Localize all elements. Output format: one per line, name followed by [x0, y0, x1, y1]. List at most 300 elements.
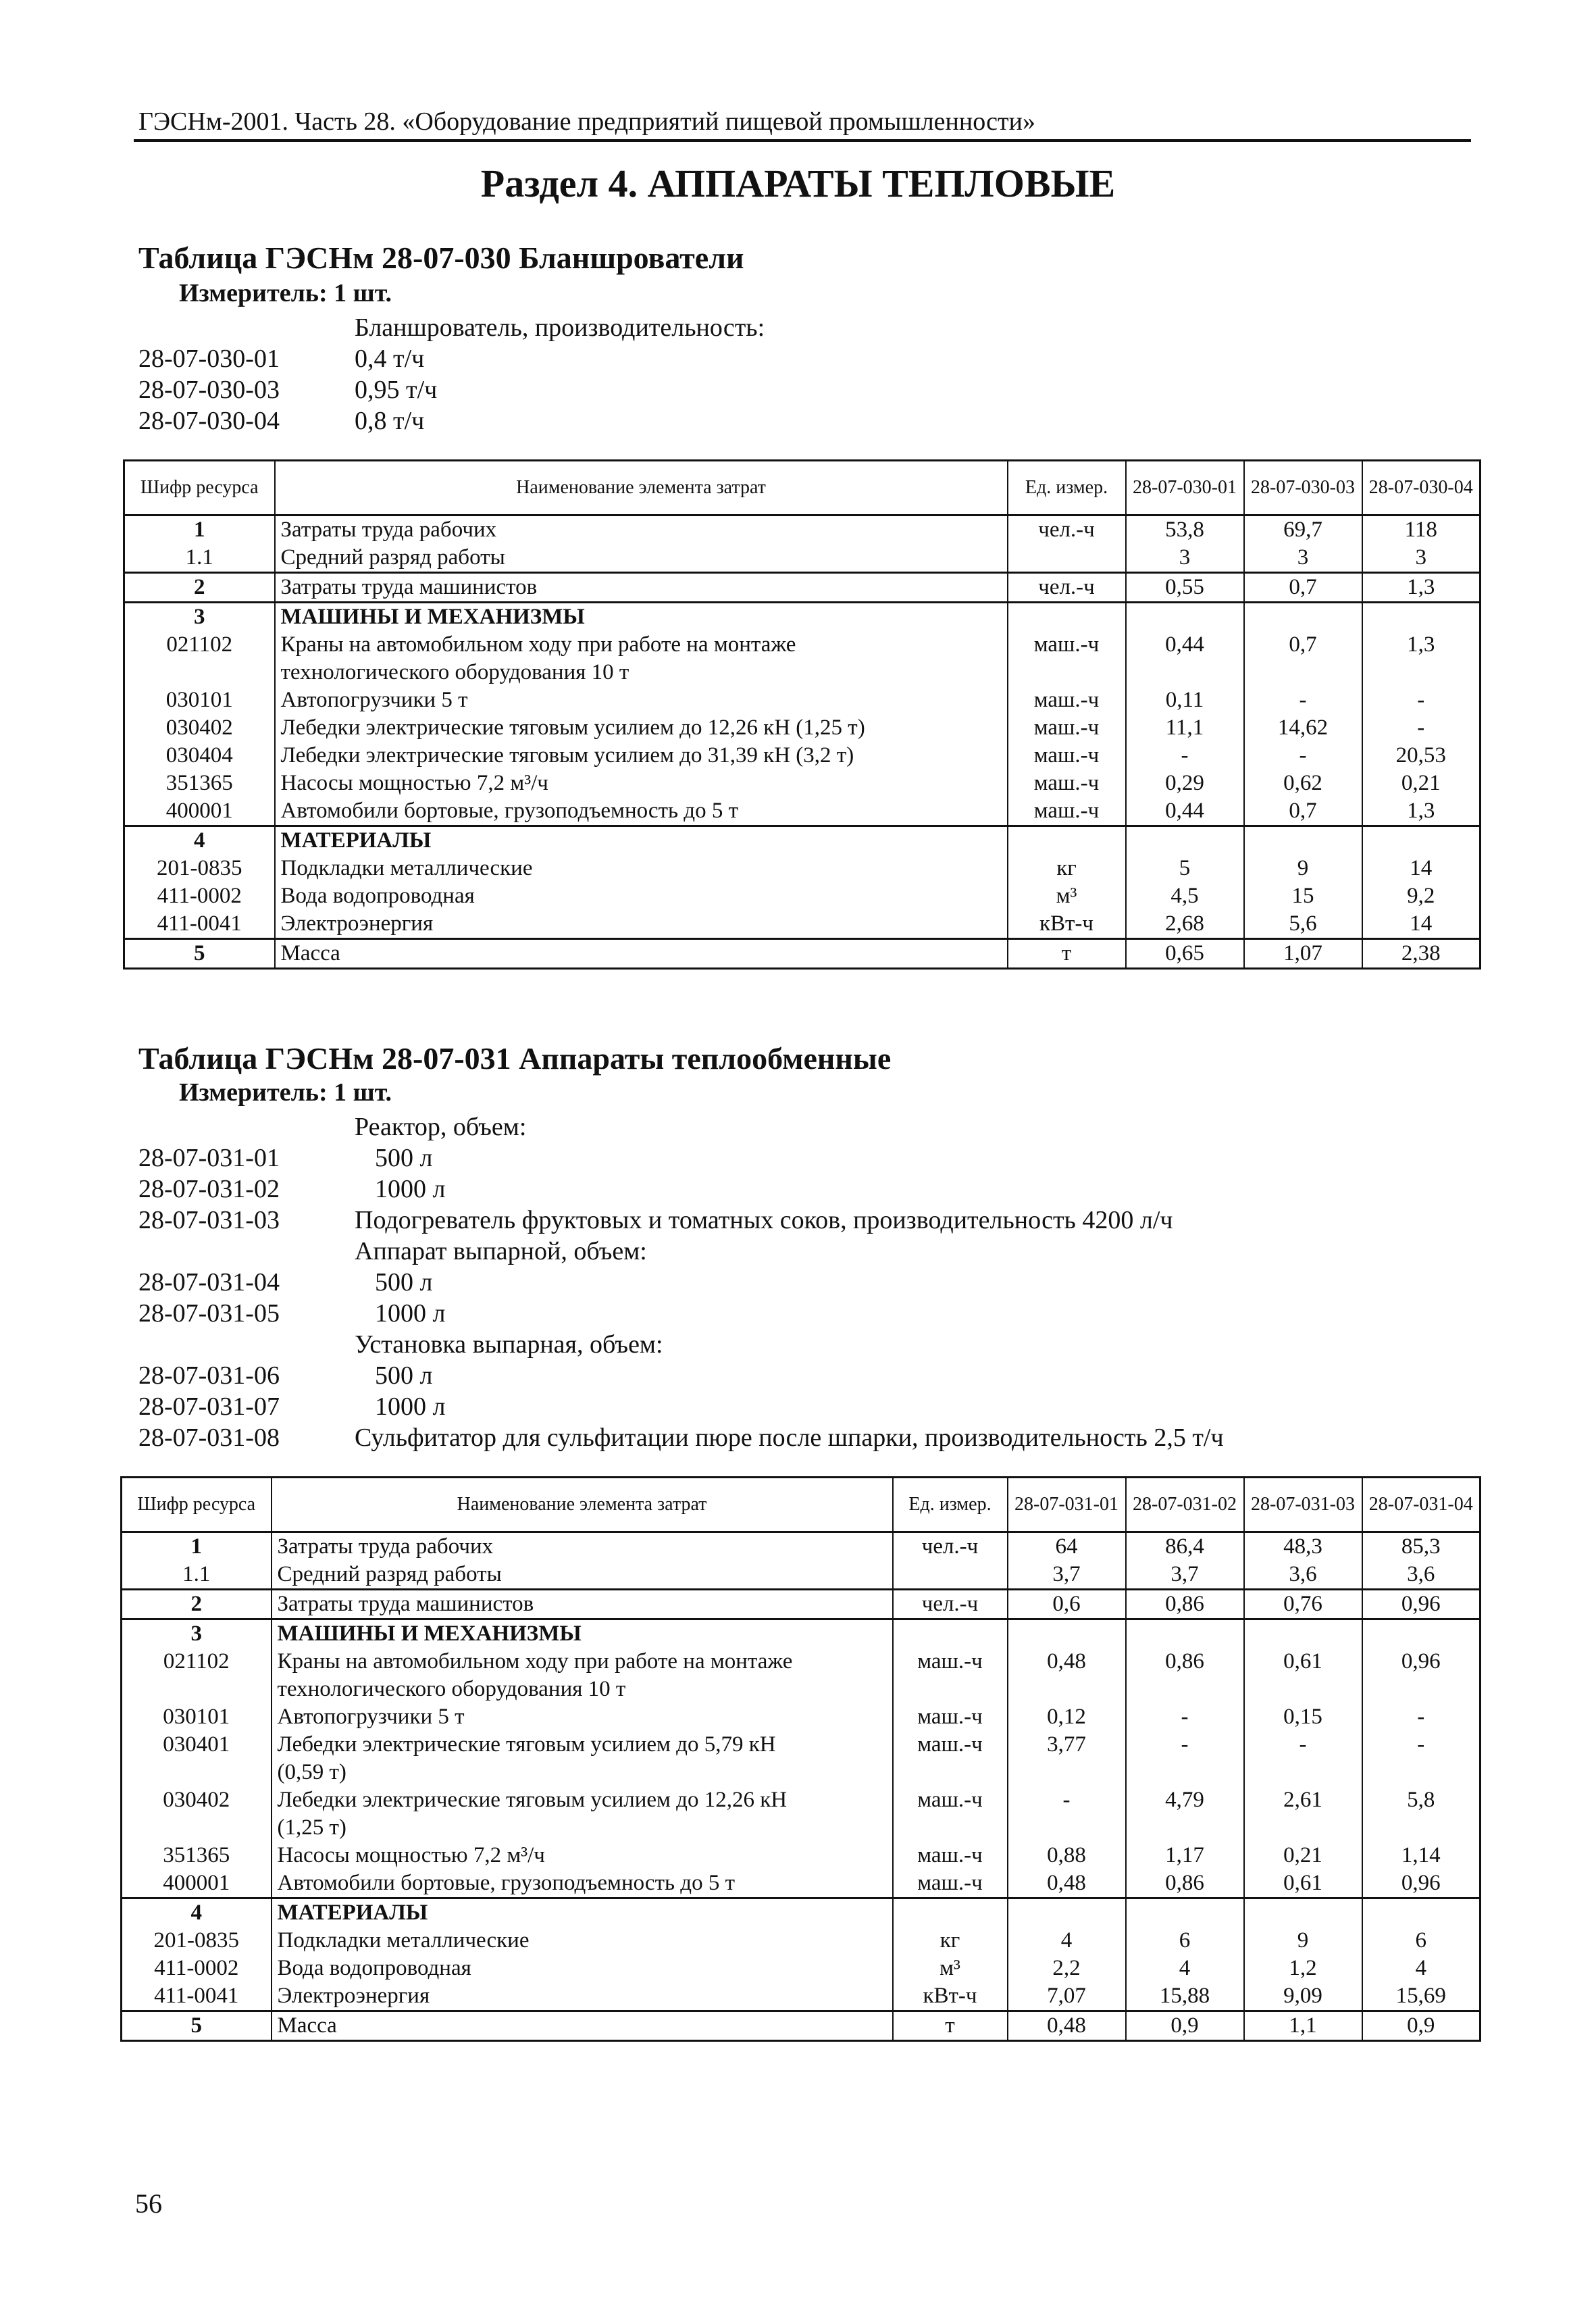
cost-element-name — [272, 1982, 893, 2011]
name-line: Масса — [280, 941, 340, 965]
name-line: технологического оборудования 10 т — [280, 660, 629, 684]
name-line: МАШИНЫ И МЕХАНИЗМЫ — [277, 1621, 582, 1646]
header-row — [124, 461, 1481, 515]
name-line: Электроэнергия — [277, 1984, 430, 2008]
resource-code: 3 — [122, 1619, 272, 1649]
unit: маш.-ч — [893, 1869, 1008, 1898]
name-line: Автомобили бортовые, грузоподъемность до 5 т — [277, 1871, 735, 1895]
norm-value: 0,62 — [1244, 770, 1362, 797]
page-number: 56 — [135, 2188, 162, 2219]
norm-value: 3 — [1126, 544, 1244, 573]
name-line: Средний разряд работы — [280, 545, 505, 570]
norm-value: 0,86 — [1126, 1648, 1244, 1703]
resource-code: 030101 — [124, 686, 275, 714]
norm-value — [1244, 826, 1362, 855]
norm-value: 53,8 — [1126, 515, 1244, 545]
norm-value — [1244, 603, 1362, 632]
header-rule — [134, 139, 1471, 142]
cost-element-name — [275, 797, 1008, 826]
norm-value: 11,1 — [1126, 714, 1244, 742]
norm-value: 9 — [1244, 855, 1362, 882]
table1-measure: Измеритель: 1 шт. — [179, 279, 392, 307]
name-line: Вода водопроводная — [280, 884, 475, 908]
resource-code: 030402 — [122, 1786, 272, 1842]
table2-measure: Измеритель: 1 шт. — [179, 1078, 392, 1107]
column-header: 28-07-030-03 — [1244, 461, 1362, 515]
norm-value: 1,17 — [1126, 1842, 1244, 1869]
row-group — [124, 826, 1481, 939]
item-row — [138, 405, 765, 436]
norm-value: 5 — [1126, 855, 1244, 882]
norm-value: 14 — [1362, 910, 1481, 939]
header-row — [122, 1478, 1481, 1532]
name-line: Средний разряд работы — [277, 1562, 502, 1586]
norm-value: 0,96 — [1362, 1869, 1481, 1898]
cost-element-name — [275, 742, 1008, 770]
norm-value: 0,88 — [1008, 1842, 1126, 1869]
cost-element-name — [272, 1898, 893, 1928]
item-row — [138, 1236, 1224, 1267]
row-group — [124, 515, 1481, 573]
norm-value: - — [1244, 1731, 1362, 1786]
item-description: 1000 л — [375, 1392, 446, 1421]
column-header: Шифр ресурса — [124, 461, 275, 515]
item-description: Подогреватель фруктовых и томатных соков, производительность 4200 л/ч — [355, 1206, 1173, 1234]
cost-element-name — [275, 855, 1008, 882]
norm-value: 3 — [1244, 544, 1362, 573]
unit: маш.-ч — [893, 1703, 1008, 1731]
norm-value — [1008, 1898, 1126, 1928]
name-line: Насосы мощностью 7,2 м³/ч — [280, 771, 548, 795]
norm-value: 0,65 — [1126, 939, 1244, 969]
cost-element-name — [275, 714, 1008, 742]
resource-code: 1 — [122, 1532, 272, 1561]
resource-code: 411-0041 — [124, 910, 275, 939]
norm-value: 1,3 — [1362, 797, 1481, 826]
norm-value: 0,96 — [1362, 1590, 1481, 1619]
unit — [1008, 826, 1126, 855]
norm-value: 15,88 — [1126, 1982, 1244, 2011]
unit: маш.-ч — [1008, 686, 1126, 714]
table-row — [122, 1927, 1481, 1955]
norm-value: 0,76 — [1244, 1590, 1362, 1619]
unit: чел.-ч — [1008, 573, 1126, 603]
item-code: 28-07-031-02 — [138, 1175, 280, 1203]
cost-element-name — [272, 1731, 893, 1786]
resource-code: 2 — [122, 1590, 272, 1619]
norm-value: 6 — [1126, 1927, 1244, 1955]
column-header: Наименование элемента затрат — [272, 1478, 893, 1532]
norm-value: 1,3 — [1362, 631, 1481, 686]
resource-code: 3 — [124, 603, 275, 632]
norm-value: 4 — [1362, 1955, 1481, 1982]
cost-element-name — [272, 1703, 893, 1731]
unit: м³ — [1008, 882, 1126, 910]
item-code: 28-07-031-01 — [138, 1144, 280, 1172]
norm-value: - — [1244, 686, 1362, 714]
item-code — [138, 1236, 355, 1267]
resource-code: 400001 — [124, 797, 275, 826]
name-line: Затраты труда машинистов — [277, 1592, 534, 1616]
norm-value: 4,5 — [1126, 882, 1244, 910]
item-description: Бланшрователь, производительность: — [355, 313, 765, 342]
norm-value: 3 — [1362, 544, 1481, 573]
norm-value: 7,07 — [1008, 1982, 1126, 2011]
table-row — [122, 1842, 1481, 1869]
column-header: Наименование элемента затрат — [275, 461, 1008, 515]
cost-element-name — [275, 770, 1008, 797]
section-title: Раздел 4. АППАРАТЫ ТЕПЛОВЫЕ — [480, 161, 1116, 205]
item-code: 28-07-031-04 — [138, 1268, 280, 1297]
unit: маш.-ч — [1008, 714, 1126, 742]
norm-value — [1126, 826, 1244, 855]
item-code: 28-07-031-06 — [138, 1361, 280, 1390]
norm-value: 86,4 — [1126, 1532, 1244, 1561]
unit: кг — [1008, 855, 1126, 882]
column-header: 28-07-031-02 — [1126, 1478, 1244, 1532]
unit: т — [893, 2011, 1008, 2041]
table-row — [122, 1561, 1481, 1590]
name-line: Краны на автомобильном ходу при работе на монтаже — [280, 632, 796, 657]
unit: чел.-ч — [1008, 515, 1126, 545]
norm-value: 0,9 — [1126, 2011, 1244, 2041]
norm-value: 2,68 — [1126, 910, 1244, 939]
unit: м³ — [893, 1955, 1008, 1982]
name-line: МАТЕРИАЛЫ — [280, 828, 432, 853]
norm-value: 0,12 — [1008, 1703, 1126, 1731]
table-row — [122, 1731, 1481, 1786]
column-header: 28-07-031-03 — [1244, 1478, 1362, 1532]
item-row — [138, 343, 765, 374]
table-row — [124, 742, 1481, 770]
resource-code: 1 — [124, 515, 275, 545]
row-group — [124, 603, 1481, 826]
norm-value: 15,69 — [1362, 1982, 1481, 2011]
norm-value: 0,44 — [1126, 631, 1244, 686]
norm-value: 1,1 — [1244, 2011, 1362, 2041]
norm-value: 64 — [1008, 1532, 1126, 1561]
norm-value: - — [1362, 686, 1481, 714]
row-group — [122, 1590, 1481, 1619]
item-code — [138, 1111, 355, 1142]
item-description: 500 л — [375, 1268, 433, 1297]
table1-items-list — [138, 312, 765, 436]
table1 — [123, 459, 1481, 970]
norm-value — [1362, 826, 1481, 855]
name-line: технологического оборудования 10 т — [277, 1677, 626, 1701]
norm-value: - — [1008, 1786, 1126, 1842]
cost-element-name — [272, 1927, 893, 1955]
item-description: 1000 л — [375, 1299, 446, 1328]
item-description: Установка выпарная, объем: — [355, 1330, 663, 1359]
name-line: Краны на автомобильном ходу при работе на монтаже — [277, 1649, 793, 1674]
row-group — [122, 2011, 1481, 2041]
norm-value — [1362, 1619, 1481, 1649]
cost-element-name — [275, 686, 1008, 714]
norm-value — [1362, 603, 1481, 632]
norm-value: 4,79 — [1126, 1786, 1244, 1842]
cost-element-name — [275, 939, 1008, 969]
norm-value: 1,07 — [1244, 939, 1362, 969]
norm-value: 0,15 — [1244, 1703, 1362, 1731]
name-line: Подкладки металлические — [280, 856, 533, 880]
item-description: Аппарат выпарной, объем: — [355, 1237, 647, 1265]
table-row — [124, 714, 1481, 742]
resource-code: 030404 — [124, 742, 275, 770]
resource-code: 4 — [122, 1898, 272, 1928]
cost-element-name — [272, 1648, 893, 1703]
cost-element-name — [272, 1590, 893, 1619]
item-row — [138, 1142, 1224, 1174]
row-group — [122, 1898, 1481, 2011]
norm-value: 15 — [1244, 882, 1362, 910]
norm-value: 0,44 — [1126, 797, 1244, 826]
norm-value — [1008, 1619, 1126, 1649]
cost-element-name — [275, 882, 1008, 910]
column-header: 28-07-030-01 — [1126, 461, 1244, 515]
unit: т — [1008, 939, 1126, 969]
item-row — [138, 1111, 1224, 1142]
table-row — [122, 1532, 1481, 1561]
table-row — [124, 797, 1481, 826]
unit: маш.-ч — [893, 1648, 1008, 1703]
item-code: 28-07-030-01 — [138, 345, 280, 373]
item-description: 500 л — [375, 1144, 433, 1172]
cost-element-name — [275, 573, 1008, 603]
name-line: Лебедки электрические тяговым усилием до 31,39 кН (3,2 т) — [280, 743, 854, 768]
table-row — [124, 573, 1481, 603]
norm-value — [1362, 1898, 1481, 1928]
resource-code: 351365 — [124, 770, 275, 797]
norm-value: 14 — [1362, 855, 1481, 882]
name-line: Автопогрузчики 5 т — [280, 688, 468, 712]
item-row — [138, 1298, 1224, 1329]
norm-value: 0,6 — [1008, 1590, 1126, 1619]
name-line: МАТЕРИАЛЫ — [277, 1901, 428, 1925]
name-line: Насосы мощностью 7,2 м³/ч — [277, 1843, 545, 1867]
table-row — [124, 882, 1481, 910]
table-row — [124, 515, 1481, 545]
norm-value: 0,48 — [1008, 2011, 1126, 2041]
norm-value: 2,38 — [1362, 939, 1481, 969]
column-header: Шифр ресурса — [122, 1478, 272, 1532]
item-code: 28-07-031-05 — [138, 1299, 280, 1328]
norm-value: - — [1126, 1703, 1244, 1731]
norm-value: 118 — [1362, 515, 1481, 545]
table-row — [122, 2011, 1481, 2041]
unit: кВт-ч — [1008, 910, 1126, 939]
table-row — [122, 1786, 1481, 1842]
unit: маш.-ч — [893, 1842, 1008, 1869]
norm-value: 0,96 — [1362, 1648, 1481, 1703]
item-description: Сульфитатор для сульфитации пюре после шпарки, производительность 2,5 т/ч — [355, 1424, 1224, 1452]
row-group — [124, 573, 1481, 603]
resource-code: 411-0002 — [124, 882, 275, 910]
item-row — [138, 1360, 1224, 1391]
item-row — [138, 1391, 1224, 1422]
norm-value — [1126, 603, 1244, 632]
item-description: 500 л — [375, 1361, 433, 1390]
norm-value: 0,48 — [1008, 1869, 1126, 1898]
unit — [1008, 544, 1126, 573]
resource-code: 030402 — [124, 714, 275, 742]
table1-title: Таблица ГЭСНм 28-07-030 Бланшрователи — [138, 241, 744, 275]
row-group — [124, 939, 1481, 969]
norm-value: 85,3 — [1362, 1532, 1481, 1561]
resource-code: 021102 — [122, 1648, 272, 1703]
norm-value — [1126, 1898, 1244, 1928]
norm-value: 1,14 — [1362, 1842, 1481, 1869]
unit — [893, 1561, 1008, 1590]
item-row — [138, 1329, 1224, 1360]
resource-code: 5 — [122, 2011, 272, 2041]
cost-element-name — [272, 1532, 893, 1561]
item-code: 28-07-031-07 — [138, 1392, 280, 1421]
cost-element-name — [272, 1786, 893, 1842]
norm-value: 2,2 — [1008, 1955, 1126, 1982]
unit: маш.-ч — [893, 1786, 1008, 1842]
table-row — [124, 770, 1481, 797]
norm-value: 20,53 — [1362, 742, 1481, 770]
norm-value: 0,9 — [1362, 2011, 1481, 2041]
norm-value: 2,61 — [1244, 1786, 1362, 1842]
norm-value: 3,6 — [1362, 1561, 1481, 1590]
table-row — [122, 1590, 1481, 1619]
norm-value — [1244, 1898, 1362, 1928]
table-row — [122, 1703, 1481, 1731]
table-row — [124, 603, 1481, 632]
unit: кг — [893, 1927, 1008, 1955]
unit — [1008, 603, 1126, 632]
norm-value: 48,3 — [1244, 1532, 1362, 1561]
norm-value: 1,2 — [1244, 1955, 1362, 1982]
cost-element-name — [272, 1955, 893, 1982]
item-description: 0,4 т/ч — [355, 345, 425, 373]
cost-element-name — [275, 603, 1008, 632]
norm-value: 3,7 — [1126, 1561, 1244, 1590]
resource-code: 400001 — [122, 1869, 272, 1898]
unit: чел.-ч — [893, 1590, 1008, 1619]
norm-value: 0,7 — [1244, 573, 1362, 603]
name-line: Затраты труда машинистов — [280, 575, 538, 599]
name-line: Затраты труда рабочих — [280, 518, 497, 542]
norm-value: 0,55 — [1126, 573, 1244, 603]
name-line: МАШИНЫ И МЕХАНИЗМЫ — [280, 605, 585, 629]
table-row — [124, 631, 1481, 686]
cost-element-name — [275, 910, 1008, 939]
resource-code: 201-0835 — [124, 855, 275, 882]
resource-code: 1.1 — [124, 544, 275, 573]
resource-code: 030101 — [122, 1703, 272, 1731]
unit: маш.-ч — [1008, 631, 1126, 686]
column-header: 28-07-031-01 — [1008, 1478, 1126, 1532]
column-header: 28-07-031-04 — [1362, 1478, 1481, 1532]
norm-value: 0,21 — [1362, 770, 1481, 797]
cost-element-name — [272, 1869, 893, 1898]
norm-value: 1,3 — [1362, 573, 1481, 603]
cost-element-name — [275, 515, 1008, 545]
name-line: Лебедки электрические тяговым усилием до 12,26 кН — [277, 1788, 788, 1812]
norm-value: 14,62 — [1244, 714, 1362, 742]
norm-value: 6 — [1362, 1927, 1481, 1955]
column-header: Ед. измер. — [893, 1478, 1008, 1532]
norm-value: - — [1362, 714, 1481, 742]
table-row — [122, 1982, 1481, 2011]
norm-value: 0,29 — [1126, 770, 1244, 797]
table-row — [124, 855, 1481, 882]
name-line: (0,59 т) — [277, 1760, 346, 1784]
norm-value: 69,7 — [1244, 515, 1362, 545]
item-row — [138, 1205, 1224, 1236]
norm-value: 0,21 — [1244, 1842, 1362, 1869]
item-description: 0,8 т/ч — [355, 407, 425, 435]
norm-value: 5,6 — [1244, 910, 1362, 939]
cost-element-name — [275, 631, 1008, 686]
name-line: Электроэнергия — [280, 911, 434, 936]
resource-code: 5 — [124, 939, 275, 969]
norm-value: 3,6 — [1244, 1561, 1362, 1590]
resource-code: 030401 — [122, 1731, 272, 1786]
row-group — [122, 1619, 1481, 1898]
table2 — [120, 1476, 1481, 2042]
item-code — [138, 1329, 355, 1360]
norm-value: - — [1362, 1703, 1481, 1731]
table-row — [122, 1869, 1481, 1898]
norm-value: - — [1126, 1731, 1244, 1786]
item-row — [138, 374, 765, 405]
norm-value: 0,7 — [1244, 631, 1362, 686]
resource-code: 411-0002 — [122, 1955, 272, 1982]
unit: маш.-ч — [893, 1731, 1008, 1786]
unit — [893, 1619, 1008, 1649]
norm-value: 9 — [1244, 1927, 1362, 1955]
table2-items-list — [138, 1111, 1224, 1453]
name-line: Автомобили бортовые, грузоподъемность до 5 т — [280, 799, 738, 823]
item-row — [138, 312, 765, 343]
table-row — [122, 1648, 1481, 1703]
name-line: Вода водопроводная — [277, 1956, 471, 1980]
norm-value: 4 — [1008, 1927, 1126, 1955]
unit: маш.-ч — [1008, 742, 1126, 770]
name-line: Лебедки электрические тяговым усилием до 12,26 кН (1,25 т) — [280, 715, 865, 740]
table-row — [124, 686, 1481, 714]
norm-value: - — [1126, 742, 1244, 770]
norm-value: 9,09 — [1244, 1982, 1362, 2011]
item-description: Реактор, объем: — [355, 1113, 527, 1141]
table-row — [122, 1955, 1481, 1982]
norm-value: 0,61 — [1244, 1869, 1362, 1898]
table-row — [122, 1619, 1481, 1649]
norm-value — [1244, 1619, 1362, 1649]
resource-code: 021102 — [124, 631, 275, 686]
cost-element-name — [272, 2011, 893, 2041]
item-row — [138, 1422, 1224, 1453]
table-row — [124, 544, 1481, 573]
cost-element-name — [272, 1842, 893, 1869]
item-description: 1000 л — [375, 1175, 446, 1203]
norm-value: 0,48 — [1008, 1648, 1126, 1703]
table2-title: Таблица ГЭСНм 28-07-031 Аппараты теплообменные — [138, 1041, 892, 1076]
name-line: (1,25 т) — [277, 1815, 346, 1840]
item-code — [138, 312, 355, 343]
table-row — [124, 939, 1481, 969]
unit: кВт-ч — [893, 1982, 1008, 2011]
name-line: Затраты труда рабочих — [277, 1534, 494, 1559]
norm-value: 5,8 — [1362, 1786, 1481, 1842]
norm-value — [1126, 1619, 1244, 1649]
item-description: 0,95 т/ч — [355, 376, 438, 404]
cost-element-name — [272, 1561, 893, 1590]
